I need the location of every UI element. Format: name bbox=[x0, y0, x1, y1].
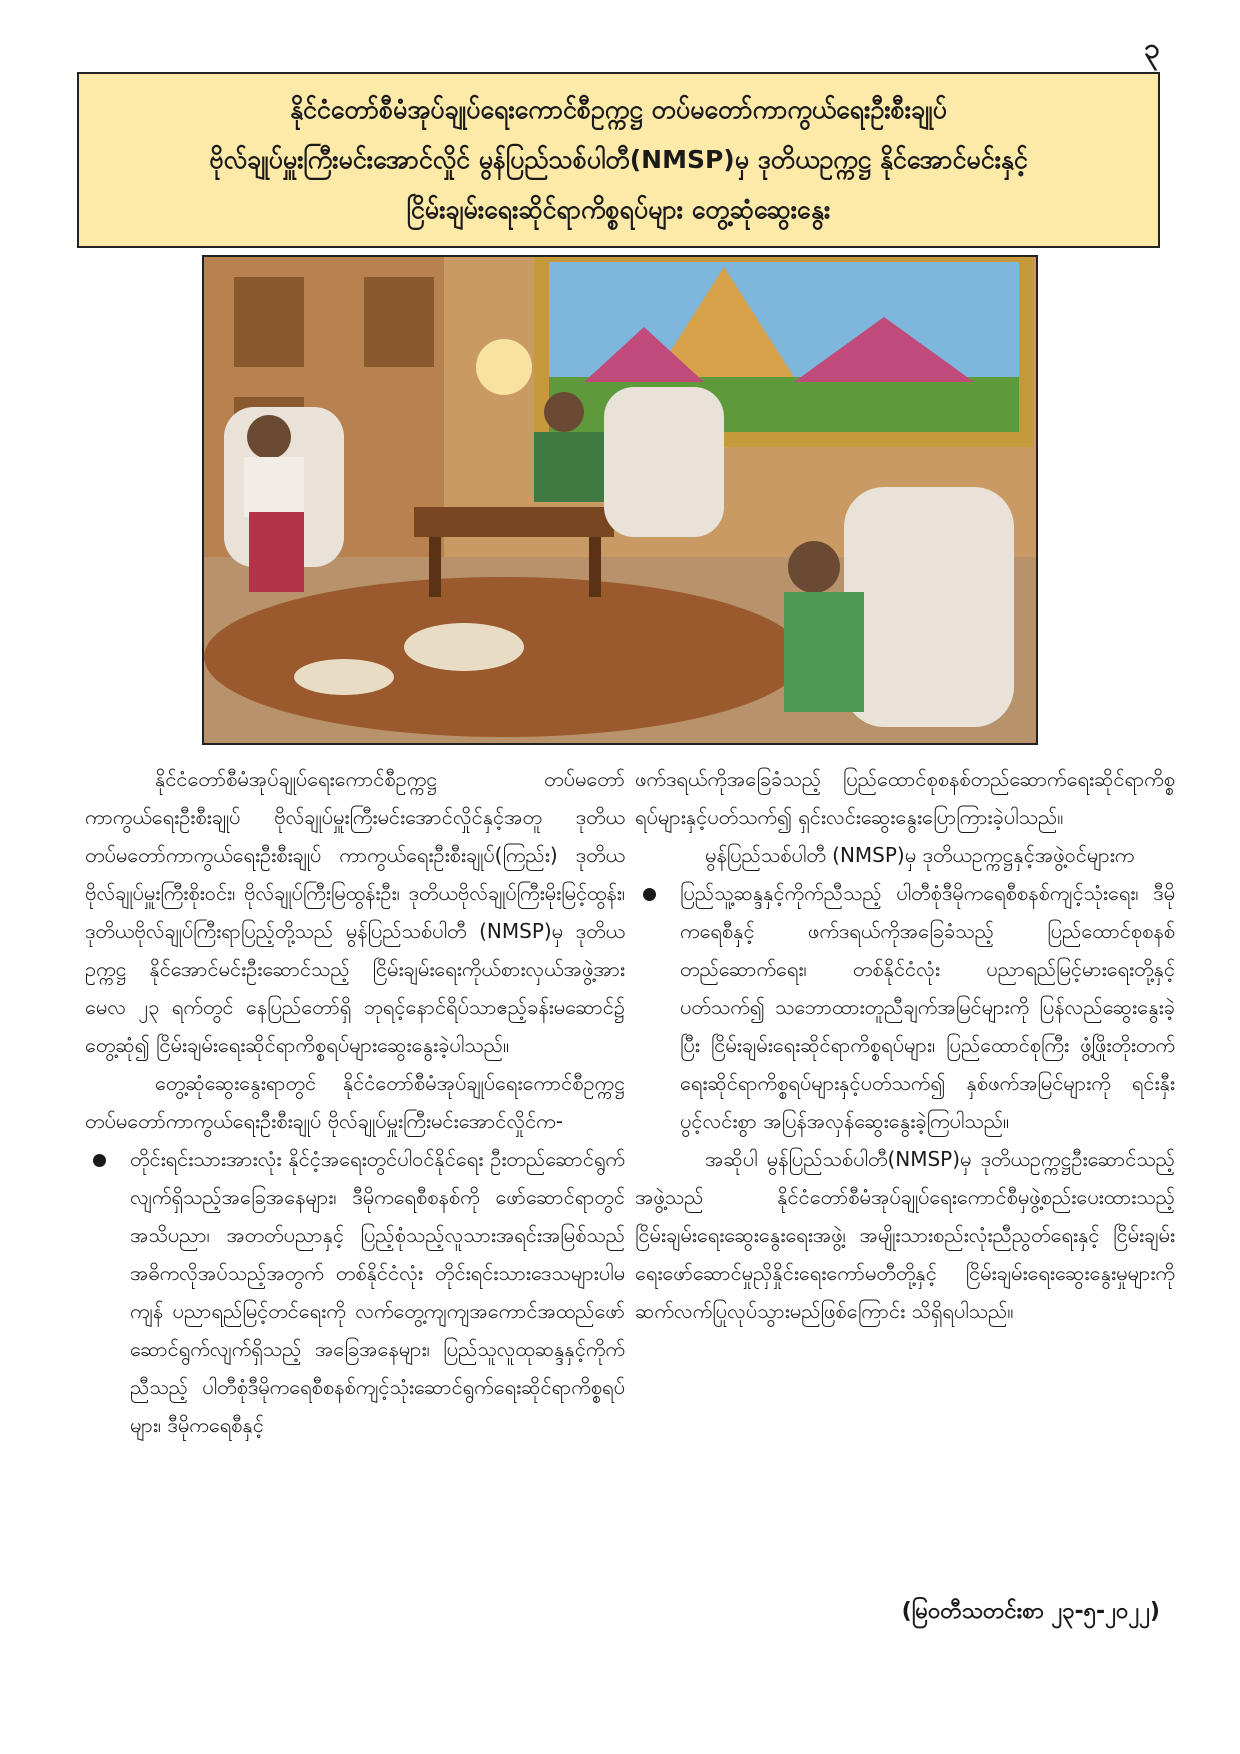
left-bullet-1 bbox=[85, 1140, 625, 1444]
title-box bbox=[77, 72, 1160, 248]
right-bullet-1-text: ပြည်သူ့ဆန္ဒနှင့်ကိုက်ညီသည့် ပါတီစုံဒီမိုကရေစီစနစ်ကျင့်သုံးရေး၊ ဒီမိုကရေစီနှင့် ဖက်ဒရယ်ကိုအခြေခံသည့် ပြည်ထောင်စုစနစ်တည်ဆောက်ရေး၊ တစ်နိုင်ငံလုံး ပညာရည်မြင့်မားရေးတို့နှင့်ပတ်သက်၍ သဘောထားတူညီချက်အမြင်များကို ပြန်လည်ဆွေးနွေးခဲ့ပြီး ငြိမ်းချမ်းရေးဆိုင်ရာကိစ္စရပ်များ၊ ပြည်ထောင်စုကြီး ဖွံ့ဖြိုးတိုးတက်ရေးဆိုင်ရာကိစ္စရပ်များနှင့်ပတ်သက်၍ နှစ်ဖက်အမြင်များကို ရင်းနှီးပွင့်လင်းစွာ အပြန်အလှန်ဆွေးနွေးခဲ့ကြပါသည်။ bbox=[680, 881, 1175, 1133]
left-column bbox=[85, 760, 625, 1444]
left-paragraph-1: နိုင်ငံတော်စီမံအုပ်ချုပ်ရေးကောင်စီဥက္ကဋ္ဌ တပ်မတော်ကာကွယ်ရေးဦးစီးချုပ် ဗိုလ်ချုပ်မှူးကြီးမင်းအောင်လှိုင်နှင့်အတူ ဒုတိယတပ်မတော်ကာကွယ်ရေးဦးစီးချုပ် ကာကွယ်ရေးဦးစီးချုပ်(ကြည်း) ဒုတိယဗိုလ်ချုပ်မှူးကြီးစိုးဝင်း၊ ဗိုလ်ချုပ်ကြီးမြထွန်းဦး၊ ဒုတိယဗိုလ်ချုပ်ကြီးမိုးမြင့်ထွန်း၊ ဒုတိယဗိုလ်ချုပ်ကြီးရာပြည့်တို့သည် မွန်ပြည်သစ်ပါတီ (NMSP)မှ ဒုတိယဥက္ကဋ္ဌ နိုင်အောင်မင်းဦးဆောင်သည့် ငြိမ်းချမ်းရေးကိုယ်စားလှယ်အဖွဲ့အား မေလ ၂၃ ရက်တွင် နေပြည်တော်ရှိ ဘုရင့်နောင်ရိပ်သာဧည့်ခန်းမဆောင်၌ တွေ့ဆုံ၍ ငြိမ်းချမ်းရေးဆိုင်ရာကိစ္စရပ်များဆွေးနွေးခဲ့ပါသည်။ bbox=[85, 767, 625, 1057]
right-paragraph-3: အဆိုပါ မွန်ပြည်သစ်ပါတီ(NMSP)မှ ဒုတိယဥက္ကဋ္ဌဦးဆောင်သည့်အဖွဲ့သည် နိုင်ငံတော်စီမံအုပ်ချုပ်ရေးကောင်စီမှဖွဲ့စည်းပေးထားသည့် ငြိမ်းချမ်းရေးဆွေးနွေးရေးအဖွဲ့၊ အမျိုးသားစည်းလုံးညီညွတ်ရေးနှင့် ငြိမ်းချမ်းရေးဖော်ဆောင်မှုညှိနှိုင်းရေးကော်မတီတို့နှင့် ငြိမ်းချမ်းရေးဆွေးနွေးမှုများကို ဆက်လက်ပြုလုပ်သွားမည်ဖြစ်ကြောင်း သိရှိရပါသည်။ bbox=[635, 1147, 1175, 1323]
right-column bbox=[635, 760, 1175, 1330]
right-bullet-1 bbox=[635, 874, 1175, 1140]
right-paragraph-1: ဖက်ဒရယ်ကိုအခြေခံသည့် ပြည်ထောင်စုစနစ်တည်ဆောက်ရေးဆိုင်ရာကိစ္စရပ်များနှင့်ပတ်သက်၍ ရှင်းလင်းဆွေးနွေးပြောကြားခဲ့ပါသည်။ bbox=[635, 767, 1175, 829]
title-line-1: နိုင်ငံတော်စီမံအုပ်ချုပ်ရေးကောင်စီဥက္ကဋ္ဌ တပ်မတော်ကာကွယ်ရေးဦးစီးချုပ် bbox=[290, 95, 947, 124]
bullet-dot-icon bbox=[643, 888, 656, 901]
left-bullet-1-text: တိုင်းရင်းသားအားလုံး နိုင်ငံ့အရေးတွင်ပါဝင်နိုင်ရေး ဦးတည်ဆောင်ရွက်လျက်ရှိသည့်အခြေအနေများ၊ ဒီမိုကရေစီစနစ်ကို ဖော်ဆောင်ရာတွင် အသိပညာ၊ အတတ်ပညာနှင့် ပြည့်စုံသည့်လူသားအရင်းအမြစ်သည် အဓိကလိုအပ်သည့်အတွက် တစ်နိုင်ငံလုံး တိုင်းရင်းသားဒေသများပါမကျန် ပညာရည်မြင့်တင်ရေးကို လက်တွေ့ကျကျအကောင်အထည်ဖော်ဆောင်ရွက်လျက်ရှိသည့် အခြေအနေများ၊ ပြည်သူလူထုဆန္ဒနှင့်ကိုက်ညီသည့် ပါတီစုံဒီမိုကရေစီစနစ်ကျင့်သုံးဆောင်ရွက်ရေးဆိုင်ရာကိစ္စရပ်များ၊ ဒီမိုကရေစီနှင့် bbox=[130, 1147, 625, 1437]
meeting-photo bbox=[202, 255, 1038, 745]
title-line-2: ဗိုလ်ချုပ်မှူးကြီးမင်းအောင်လှိုင် မွန်ပြည်သစ်ပါတီ(NMSP)မှ ဒုတိယဥက္ကဋ္ဌ နိုင်အောင်မင်းနှင့် bbox=[209, 145, 1028, 174]
left-paragraph-2: တွေ့ဆုံဆွေးနွေးရာတွင် နိုင်ငံတော်စီမံအုပ်ချုပ်ရေးကောင်စီဥက္ကဋ္ဌ တပ်မတော်ကာကွယ်ရေးဦးစီးချုပ် ဗိုလ်ချုပ်မှူးကြီးမင်းအောင်လှိုင်က- bbox=[85, 1071, 625, 1133]
source-citation: (မြဝတီသတင်းစာ ၂၃-၅-၂၀၂၂) bbox=[901, 1599, 1160, 1624]
bullet-dot-icon bbox=[93, 1154, 106, 1167]
page-number: ၃ bbox=[1144, 32, 1160, 65]
right-paragraph-2: မွန်ပြည်သစ်ပါတီ (NMSP)မှ ဒုတိယဥက္ကဋ္ဌနှင့်အဖွဲ့ဝင်များက bbox=[705, 843, 1135, 867]
title-line-3: ငြိမ်းချမ်းရေးဆိုင်ရာကိစ္စရပ်များ တွေ့ဆုံဆွေးနွေး bbox=[406, 195, 831, 224]
